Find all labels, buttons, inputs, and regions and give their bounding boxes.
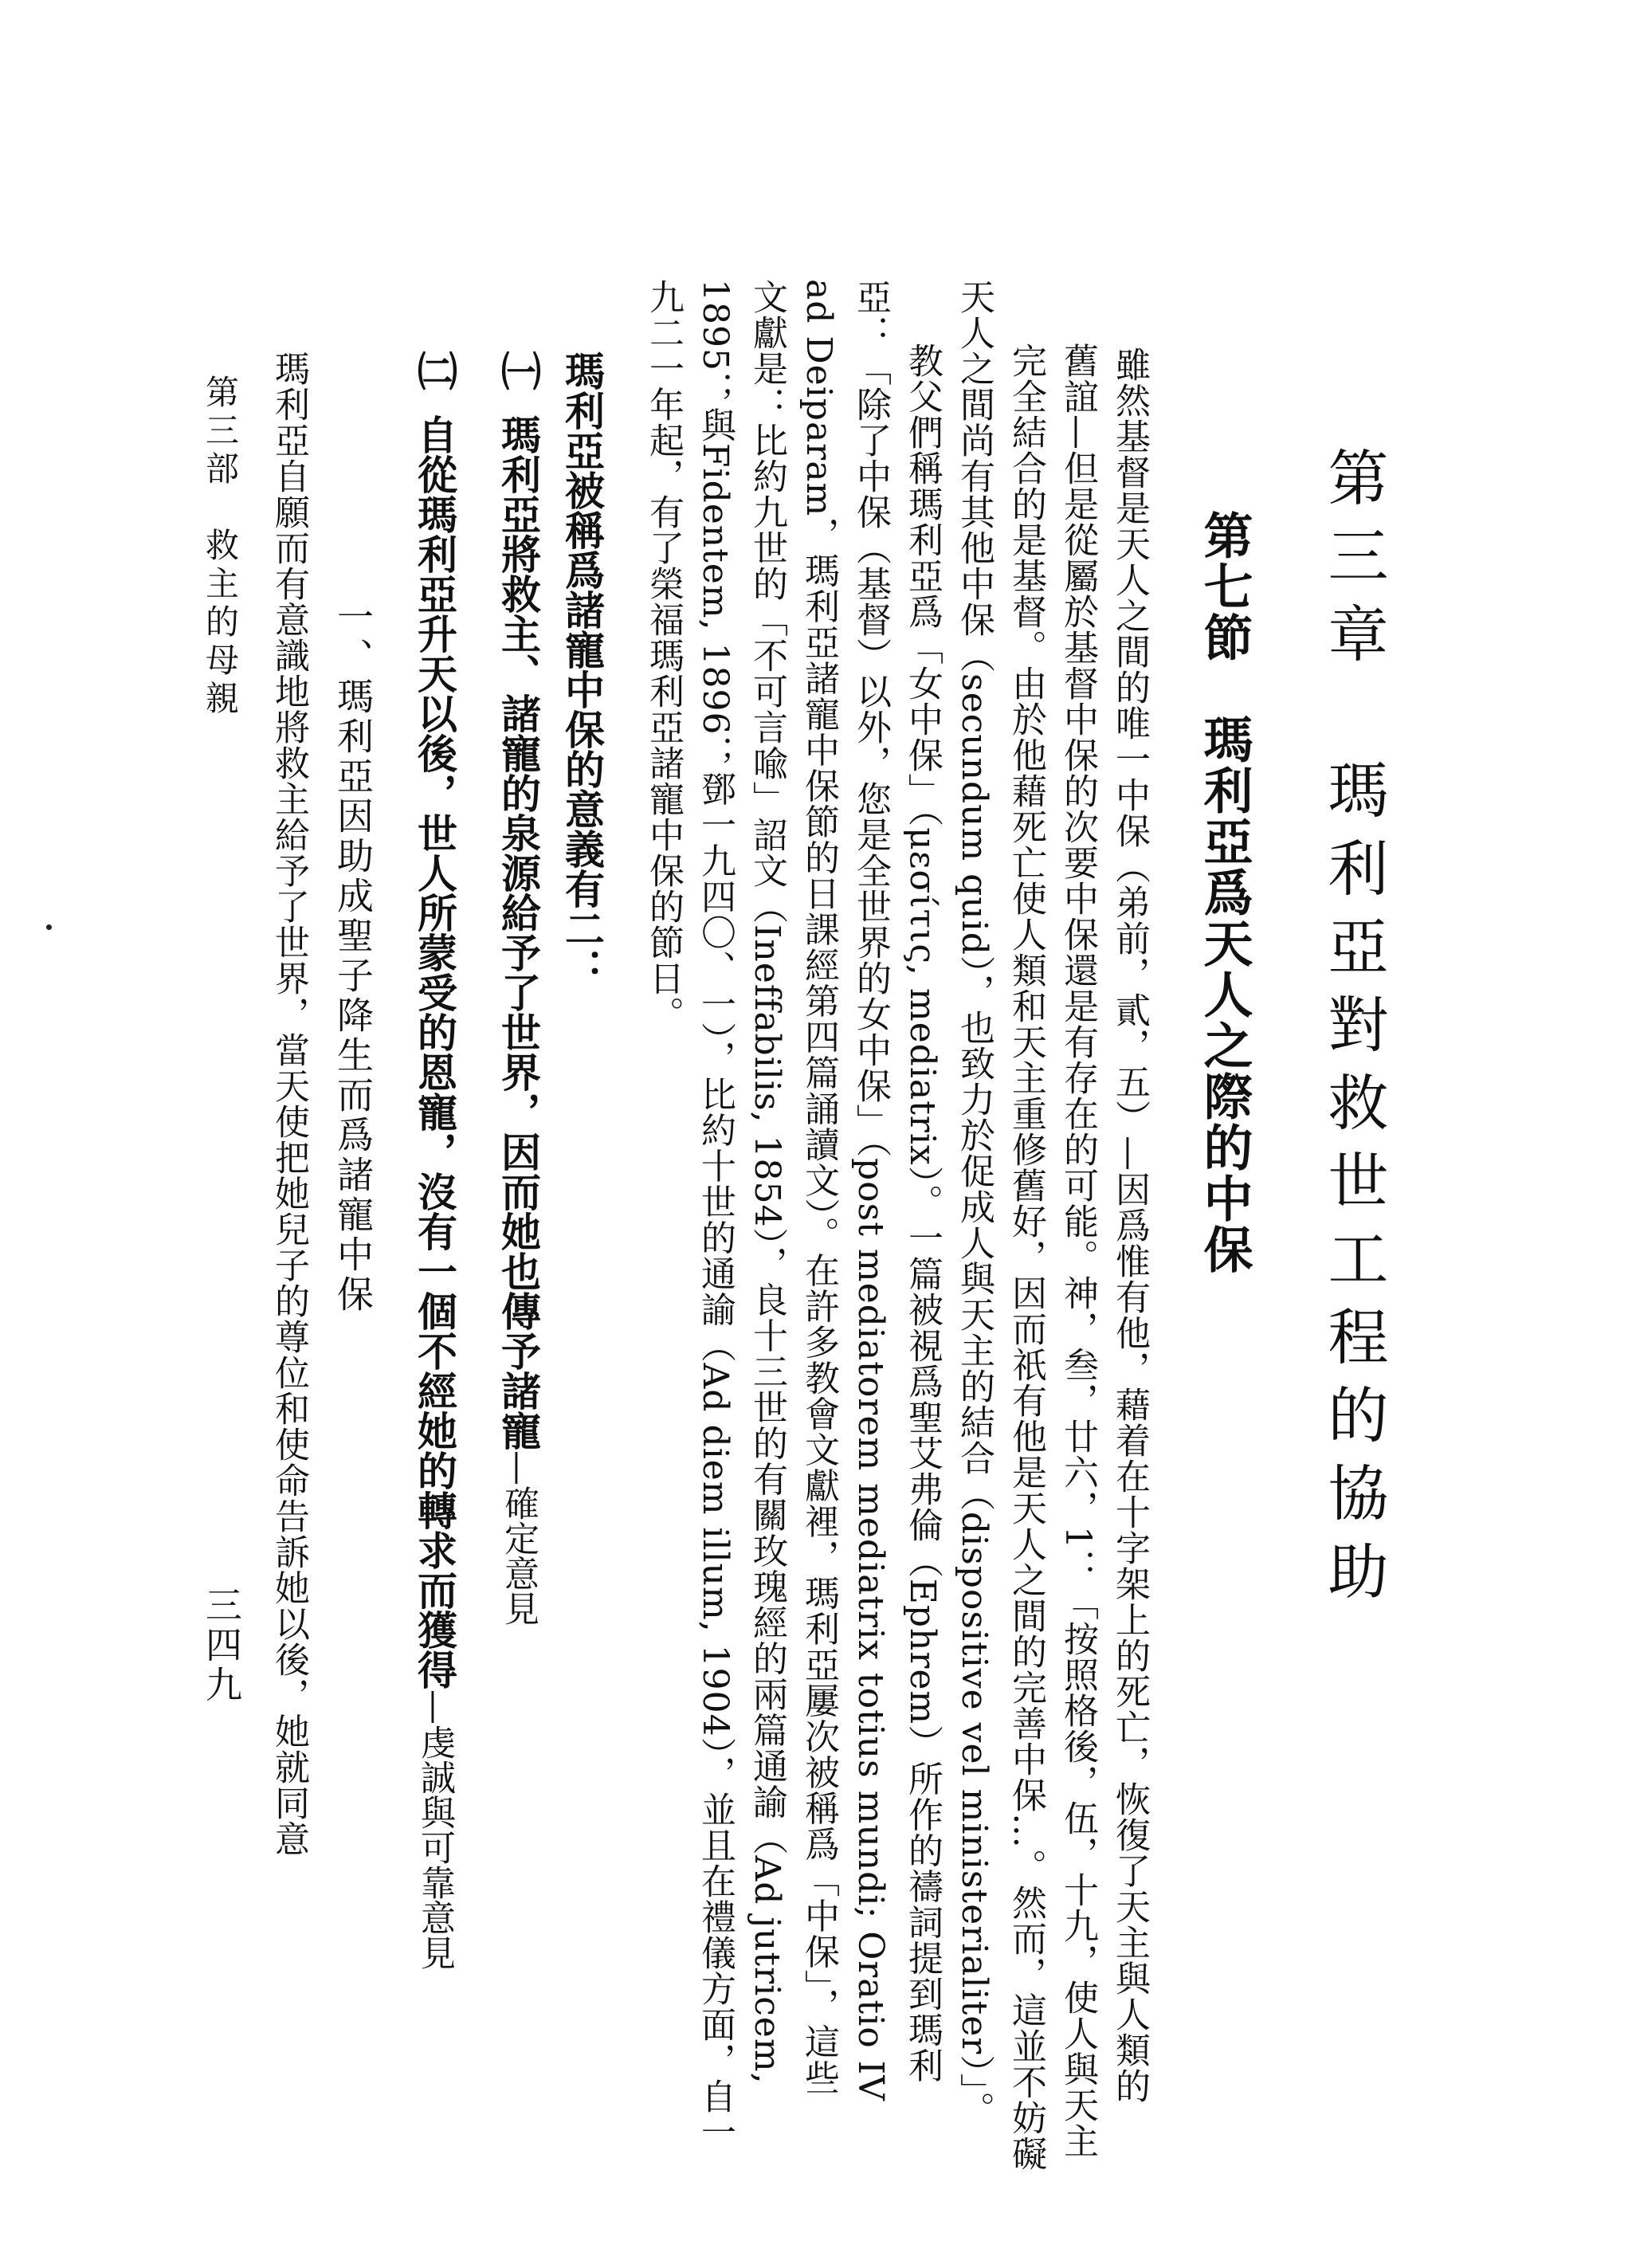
ink-speck [46, 924, 52, 930]
point-1 [495, 351, 541, 1626]
chapter-title: 第三章 瑪利亞對救世工程的協助 [1318, 446, 1389, 1618]
paragraph-1-line-2: 舊誼—但是從屬於基督中保的次要中保還是有存在的可能。神，叁，廿六，1：「按照格後，伍，十九，使人與天主 [1057, 343, 1098, 2159]
paragraph-3-line-1: 瑪利亞自願而有意識地將救主給予了世界，當天使把她兒子的尊位和使命告訴她以後，她就同意 [269, 351, 309, 1857]
paragraph-2-line-1: 教父們稱瑪利亞爲「女中保」（μεσίτις, mediatrix）。一篇被視爲聖艾弗倫（Ephrem）所作的禱詞提到瑪利 [902, 343, 943, 2084]
section-title: 第七節 瑪利亞爲天人之際的中保 [1195, 510, 1253, 1275]
meaning-heading: 瑪利亞被稱爲諸寵中保的意義有二： [559, 351, 605, 988]
point-2-statement: 自從瑪利亞升天以後，世人所蒙受的恩寵，沒有一個不經她的轉求而獲得 [411, 414, 457, 1689]
paragraph-2-line-4: 文獻是：比約九世的「不可言喩」詔文（Ineffabilis, 1854），良十三世的有關玫瑰經的兩篇通諭（Ad jutricem, [747, 279, 787, 2085]
paragraph-1-line-3: 完全結合的是基督。由於他藉死亡使人類和天主重修舊好，因而祇有他是天人之間的完善中保…。然而，這並不妨礙 [1006, 343, 1046, 2172]
page-number: 三四九 [200, 1586, 243, 1705]
point-1-marker: ㈠ [495, 351, 541, 390]
paragraph-2-line-2: 亞：「除了中保（基督）以外，您是全世界的女中保」（post mediatorem mediatrix totius mundi; Oratio IV [850, 279, 891, 2101]
point-1-statement: 瑪利亞將救主、諸寵的泉源給予了世界，因而她也傳予諸寵 [495, 414, 541, 1450]
paragraph-2-line-6: 九二一年起，有了榮福瑪利亞諸寵中保的節日。 [643, 279, 684, 1032]
point-2 [411, 351, 457, 1970]
subheading: 一、瑪利亞因助成聖子降生而爲諸寵中保 [332, 598, 375, 1315]
running-title: 第三部 救主的母親 [201, 375, 240, 719]
paragraph-2-line-3: ad Deiparam，瑪利亞諸寵中保節的日課經第四篇誦讀文）。在許多教會文獻裡，瑪利亞屢次被稱爲「中保」，這些 [798, 279, 839, 2096]
point-2-marker: ㈡ [411, 351, 457, 390]
paragraph-1-line-4: 天人之間尚有其他中保（secundum quid），也致力於促成人與天主的結合（dispositive vel ministerialiter）」。 [954, 279, 994, 2128]
paragraph-2-line-5: 1895；與Fidentem, 1896；鄧一九四〇、一），比約十世的通諭（Ad diem illum, 1904），並且在禮儀方面，自一 [695, 279, 736, 2150]
point-2-note: —虔誠與可靠意見 [414, 1689, 455, 1970]
point-1-note: —確定意見 [498, 1450, 539, 1626]
paragraph-1-line-1: 雖然基督是天人之間的唯一中保（弟前，貳，五）—因爲惟有他，藉着在十字架上的死亡，恢復了天主與人類的 [1109, 347, 1150, 2104]
